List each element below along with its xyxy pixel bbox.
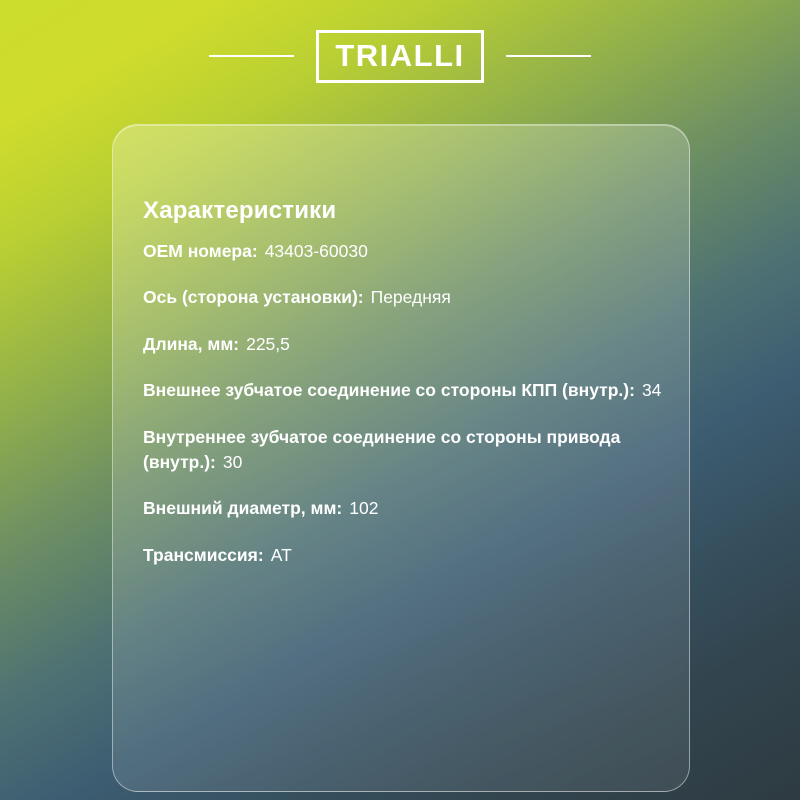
spec-label: Внешнее зубчатое соединение со стороны КПП (внутр.):: [143, 380, 635, 401]
spec-value: 225,5: [246, 333, 290, 354]
spec-row: [143, 239, 667, 264]
spec-value: 43403-60030: [264, 241, 368, 261]
spec-value: 30: [222, 451, 243, 472]
logo-rule-left: [209, 55, 294, 57]
brand-logo-text: TRIALLI: [335, 37, 465, 73]
specifications-content: [143, 197, 667, 568]
specifications-title: Характеристики: [143, 197, 337, 224]
spec-value: 102: [349, 498, 379, 519]
spec-value: 34: [641, 380, 662, 401]
spec-row: [143, 378, 667, 403]
spec-label: Длина, мм:: [143, 333, 240, 354]
spec-value: AT: [270, 544, 292, 565]
spec-row: [143, 332, 667, 357]
spec-label: OEM номера:: [143, 241, 258, 261]
spec-value: Передняя: [370, 287, 451, 308]
spec-label: Внутреннее зубчатое соединение со стороны привода (внутр.):: [143, 426, 626, 472]
brand-logo-band: [0, 0, 800, 112]
specifications-list: [143, 239, 667, 568]
spec-row: [143, 425, 667, 476]
spec-label: Трансмиссия:: [143, 544, 264, 565]
spec-row: [143, 496, 667, 521]
logo-rule-right: [506, 55, 591, 57]
specifications-card: [112, 124, 690, 792]
spec-row: [143, 285, 667, 310]
brand-logo: [316, 30, 483, 83]
spec-row: [143, 543, 667, 568]
spec-label: Внешний диаметр, мм:: [143, 498, 343, 519]
spec-label: Ось (сторона установки):: [143, 287, 364, 308]
